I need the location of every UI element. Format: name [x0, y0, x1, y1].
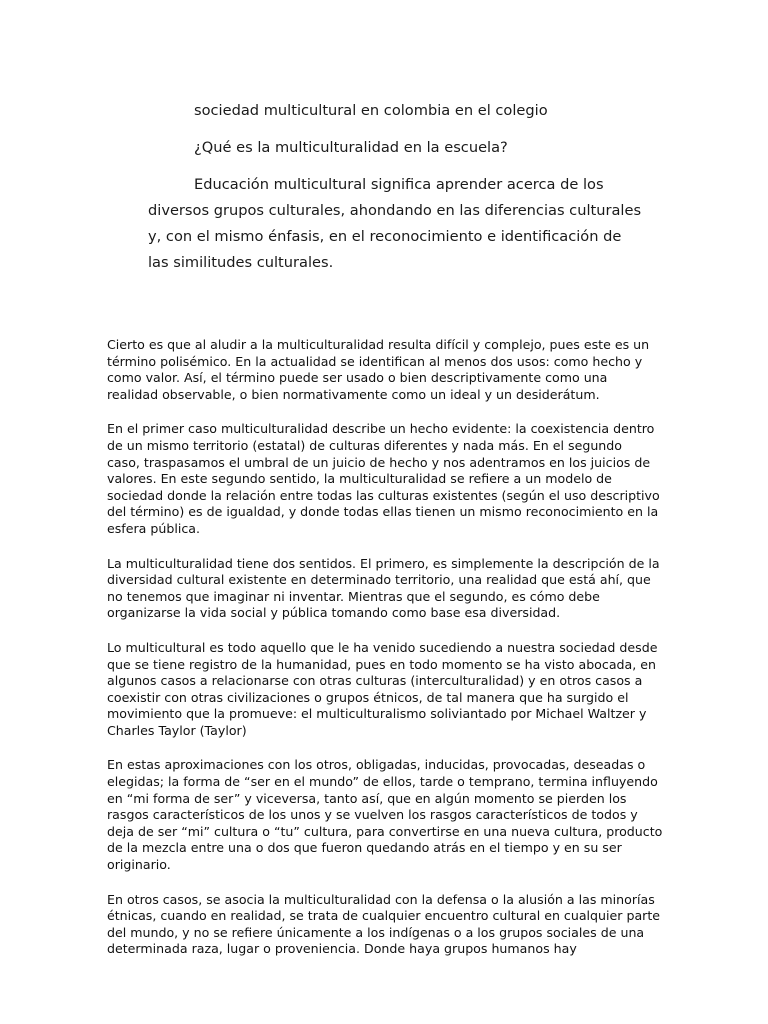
body-paragraph — [107, 337, 667, 403]
paragraph-line: del mundo, y no se refiere únicamente a los indígenas o a los grupos sociales de una — [107, 924, 645, 940]
paragraph-line: diversidad cultural existente en determinado territorio, una realidad que está ahí, que — [107, 572, 651, 588]
paragraph-line: movimiento que la promueve: el multiculturalismo soliviantado por Michael Waltzer y — [107, 706, 647, 722]
paragraph-line: Cierto es que al aludir a la multiculturalidad resulta difícil y complejo, pues este es un — [107, 337, 650, 352]
intro-paragraph — [148, 172, 642, 276]
paragraph-line: de la mezcla entre una o dos que fueron quedando atrás en el tiempo y en su ser — [107, 840, 622, 856]
paragraph-line: coexistir con otras civilizaciones o grupos étnicos, de tal manera que ha surgido el — [107, 689, 629, 705]
paragraph-line: elegidas; la forma de “ser en el mundo” de ellos, tarde o temprano, termina influyendo — [107, 774, 658, 790]
paragraph-line: como valor. Así, el término puede ser usado o bien descriptivamente como una — [107, 370, 608, 386]
paragraph-line: que se tiene registro de la humanidad, pues en todo momento se ha visto abocada, en — [107, 656, 656, 672]
paragraph-line: rasgos característicos de los unos y se vuelven los rasgos característicos de todos y — [107, 807, 638, 823]
body-paragraph — [107, 892, 667, 958]
intro-line: diversos grupos culturales, ahondando en las diferencias culturales — [148, 202, 642, 219]
paragraph-line: determinada raza, lugar o proveniencia. Donde haya grupos humanos hay — [107, 941, 577, 957]
paragraph-line: no tenemos que imaginar ni inventar. Mientras que el segundo, es cómo debe — [107, 588, 600, 604]
paragraph-line: étnicas, cuando en realidad, se trata de cualquier encuentro cultural en cualquier parte — [107, 908, 661, 924]
intro-line: las similitudes culturales. — [148, 254, 334, 271]
paragraph-line: del término) es de igualdad, y donde todas ellas tienen un mismo reconocimiento en la — [107, 504, 659, 520]
paragraph-line: Charles Taylor (Taylor) — [107, 722, 247, 738]
paragraph-line: de un mismo territorio (estatal) de culturas diferentes y nada más. En el segundo — [107, 437, 622, 453]
paragraph-line: organizarse la vida social y pública tomando como base esa diversidad. — [107, 605, 561, 621]
body-paragraph — [107, 556, 667, 622]
paragraph-line: término polisémico. En la actualidad se identifican al menos dos usos: como hecho y — [107, 353, 643, 369]
body-paragraph — [107, 640, 667, 740]
paragraph-line: Lo multicultural es todo aquello que le ha venido sucediendo a nuestra sociedad desde — [107, 639, 658, 655]
body-paragraph — [107, 757, 667, 873]
paragraph-line: algunos casos a relacionarse con otras culturas (interculturalidad) y en otros casos a — [107, 673, 643, 689]
paragraph-line: En el primer caso multiculturalidad describe un hecho evidente: la coexistencia dentro — [107, 421, 655, 437]
paragraph-line: en “mi forma de ser” y viceversa, tanto así, que en algún momento se pierden los — [107, 790, 627, 806]
paragraph-line: En otros casos, se asocia la multiculturalidad con la defensa o la alusión a las minorías — [107, 891, 655, 907]
paragraph-line: sociedad donde la relación entre todas las culturas existentes (según el uso descriptivo — [107, 487, 660, 503]
paragraph-line: valores. En este segundo sentido, la multiculturalidad se refiere a un modelo de — [107, 471, 612, 487]
paragraph-line: En estas aproximaciones con los otros, obligadas, inducidas, provocadas, deseadas o — [107, 757, 646, 773]
intro-line: y, con el mismo énfasis, en el reconocimiento e identificación de — [148, 228, 622, 245]
paragraph-line: esfera pública. — [107, 520, 201, 536]
document-heading: sociedad multicultural en colombia en el colegio — [194, 102, 548, 119]
body-text — [107, 337, 667, 976]
paragraph-line: La multiculturalidad tiene dos sentidos. El primero, es simplemente la descripción de la — [107, 555, 660, 571]
paragraph-line: realidad observable, o bien normativamente como un ideal y un desiderátum. — [107, 386, 600, 402]
paragraph-line: deja de ser “mi” cultura o “tu” cultura, para convertirse en una nueva cultura, producto — [107, 823, 663, 839]
document-question: ¿Qué es la multiculturalidad en la escuela? — [194, 139, 508, 156]
body-paragraph — [107, 421, 667, 537]
paragraph-line: originario. — [107, 857, 171, 873]
intro-line: Educación multicultural significa aprender acerca de los — [194, 176, 604, 193]
paragraph-line: caso, traspasamos el umbral de un juicio de hecho y nos adentramos en los juicios de — [107, 454, 651, 470]
